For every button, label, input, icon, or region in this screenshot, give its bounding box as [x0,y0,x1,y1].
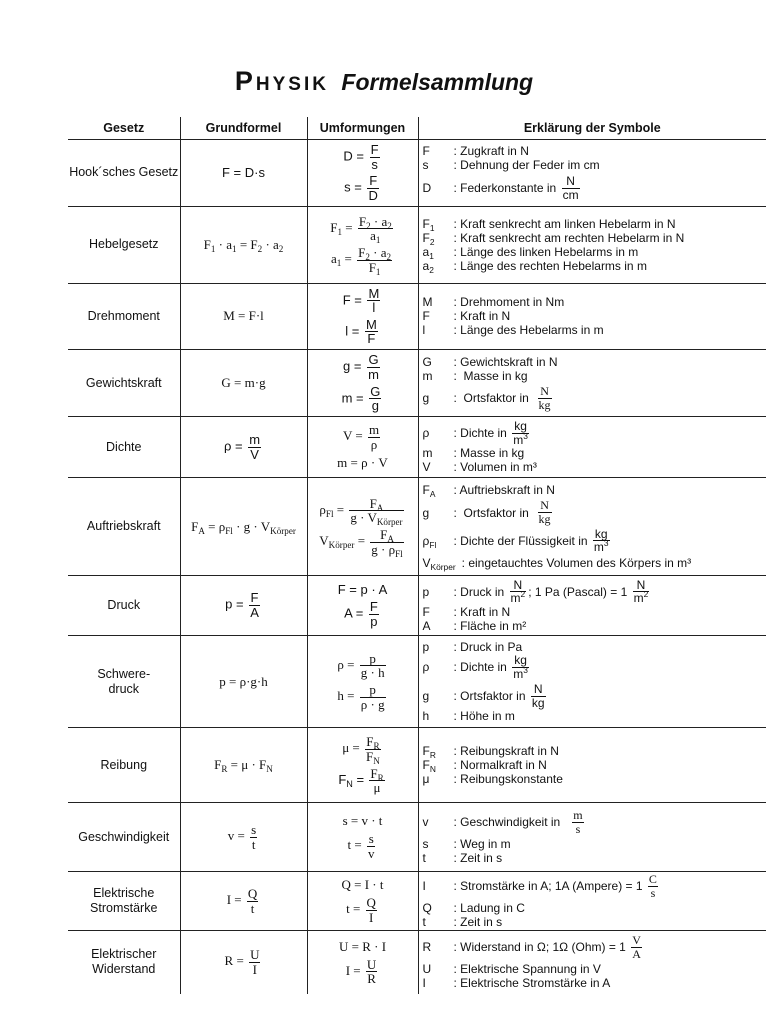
base-formula: p = $\frac{F}{A}$ [180,576,307,636]
symbol-explanations [418,636,766,728]
transformations: $\rho_{Fl}$ = $\frac{F_A}{g \cdot V_{Körper}}$ $V_{Körper}$ = $\frac{F_A}{g \cdot \rho_{Fl}}$ [307,478,418,576]
law-name: Drehmoment [68,283,180,350]
symbol-explanations [418,728,766,803]
symbol-explanations [418,576,766,636]
transformations: $F_1$ = $\frac{F_2 \cdot a_2}{a_1}$ $a_1$ = $\frac{F_2 \cdot a_2}{F_1}$ [307,206,418,283]
symbol-row: $a_2$ : Länge des rechten Hebelarms in m [422,258,647,275]
law-name: Druck [68,576,180,636]
symbol-row: m : Masse in kg [422,369,528,384]
document-title [0,64,768,103]
transformations: μ = $\frac{F_R}{F_N}$ $F_N$ = $\frac{F_R}{\mu}$ [307,728,418,803]
symbol-row: μ : Reibungskonstante [422,772,563,787]
symbol-row: Q : Ladung in C [422,901,525,916]
symbol-row: R : Widerstand in Ω; 1Ω (Ohm) = 1 $\frac{V}{A}$ [422,933,641,961]
symbol-row: $a_1$ : Länge des linken Hebelarms in m [422,244,639,261]
symbol-row: h : Höhe in m [422,709,515,724]
symbol-row: I : Elektrische Stromstärke in A [422,976,611,991]
symbol-row: V : Volumen in m³ [422,460,537,475]
transformations: s = v · t t = $\frac{s}{v}$ [307,803,418,872]
transformations: U = R · I I = $\frac{U}{R}$ [307,931,418,994]
table-header-row [68,117,766,140]
table-row [68,728,766,803]
symbol-explanations [418,872,766,931]
base-formula: I = $\frac{Q}{t}$ [180,872,307,931]
law-name: Auftriebskraft [68,478,180,576]
table-row [68,417,766,478]
table-row [68,576,766,636]
law-name: Gewichtskraft [68,350,180,417]
symbol-row: $V_{Körper}$ : eingetauchtes Volumen des Körpers in m³ [422,555,692,572]
base-formula: R = $\frac{U}{I}$ [180,931,307,994]
base-formula: G = m·g [180,350,307,417]
law-name: Reibung [68,728,180,803]
base-formula: $F_R = \mu \cdot F_N$ [180,728,307,803]
base-formula: p = ρ·g·h [180,636,307,728]
symbol-row: s : Weg in m [422,837,511,852]
law-name: Hebelgesetz [68,206,180,283]
symbol-row: ρ : Dichte in $\frac{kg}{m^3}$ [422,419,528,447]
title-sub: Formelsammlung [341,69,534,95]
symbol-row: G : Gewichtskraft in N [422,355,558,370]
symbol-row: $F_2$ : Kraft senkrecht am rechten Hebelarm in N [422,230,685,247]
table-row [68,206,766,283]
law-name: Dichte [68,417,180,478]
symbol-explanations [418,140,766,207]
symbol-row: g : Ortsfaktor in $\frac{N}{kg}$ [422,682,545,710]
symbol-row: m : Masse in kg [422,446,525,461]
symbol-row: $F_N$ : Normalkraft in N [422,758,547,775]
symbol-row: $F_A$ : Auftriebskraft in N [422,483,555,500]
table-row [68,803,766,872]
symbol-explanations [418,417,766,478]
symbol-row: t : Zeit in s [422,851,503,866]
transformations: ρ = $\frac{p}{g \cdot h}$ h = $\frac{p}{\rho \cdot g}$ [307,636,418,728]
law-name: Elektrische Stromstärke [68,872,180,931]
header-symbol-explanation: Erklärung der Symbole [418,117,766,140]
base-formula: $F_1 \cdot a_1 = F_2 \cdot a_2$ [180,206,307,283]
header-base-formula: Grundformel [180,117,307,140]
law-name: Hook´sches Gesetz [69,165,179,180]
symbol-explanations [418,803,766,872]
base-formula: v = $\frac{s}{t}$ [180,803,307,872]
symbol-row: ρ : Dichte in $\frac{kg}{m^3}$ [422,652,528,681]
law-name: Schwere- druck [68,636,180,728]
transformations: F = $\frac{M}{l}$ l = $\frac{M}{F}$ [307,283,418,350]
symbol-explanations [418,206,766,283]
base-formula: ρ = $\frac{m}{V}$ [180,417,307,478]
symbol-row: p : Druck in $\frac{N}{m^2}$ ; 1 Pa (Pascal) = 1 $\frac{N}{m^2}$ [422,577,649,606]
table-row [68,478,766,576]
base-formula: F = D·s [180,140,307,207]
table-row [68,350,766,417]
symbol-row: M : Drehmoment in Nm [422,295,565,310]
symbol-row: t : Zeit in s [422,915,503,930]
table-row [68,872,766,931]
symbol-row: F : Kraft in N [422,604,511,619]
symbol-row: F : Zugkraft in N [422,144,529,159]
table-row [68,636,766,728]
symbol-explanations [418,931,766,994]
symbol-row: A : Fläche in m² [422,618,527,633]
table-row [68,283,766,350]
symbol-row: $F_1$ : Kraft senkrecht am linken Hebelarm in N [422,216,676,233]
symbol-explanations [418,478,766,576]
law-name: Elektrischer Widerstand [68,931,180,994]
symbol-row: U : Elektrische Spannung in V [422,962,601,977]
formula-table [68,117,766,994]
symbol-explanations [418,350,766,417]
title-main: Physik [234,66,329,96]
transformations: F = p · A A = $\frac{F}{p}$ [307,576,418,636]
base-formula: $F_A = \rho_{Fl} \cdot g \cdot V_{Körper}$ [180,478,307,576]
symbol-row: $F_R$ : Reibungskraft in N [422,744,559,761]
symbol-row: l : Länge des Hebelarms in m [422,323,604,338]
header-law: Gesetz [68,117,180,140]
transformations: g = $\frac{G}{m}$ m = $\frac{G}{g}$ [307,350,418,417]
base-formula: M = F·l [180,283,307,350]
symbol-row: F : Kraft in N [422,309,511,324]
law-name: Geschwindigkeit [68,803,180,872]
header-transformations: Umformungen [307,117,418,140]
symbol-row: p : Druck in Pa [422,639,523,654]
symbol-row: g : Ortsfaktor in $\frac{N}{kg}$ [422,498,551,527]
symbol-row: g : Ortsfaktor in $\frac{N}{kg}$ [422,384,551,412]
symbol-row: $\rho_{Fl}$ : Dichte der Flüssigkeit in $\frac{kg}{m^3}$ [422,526,609,555]
symbol-row: s : Dehnung der Feder im cm [422,158,600,173]
symbol-row: v : Geschwindigkeit in $\frac{m}{s}$ [422,808,583,836]
transformations: Q = I · t t = $\frac{Q}{I}$ [307,872,418,931]
table-row [68,931,766,994]
transformations: D = $\frac{F}{s}$ s = $\frac{F}{D}$ [307,140,418,207]
symbol-row: D : Federkonstante in $\frac{N}{cm}$ [422,174,579,202]
transformations: V = $\frac{m}{\rho}$ m = ρ · V [307,417,418,478]
symbol-explanations [418,283,766,350]
symbol-row: I : Stromstärke in A; 1A (Ampere) = 1 $\frac{C}{s}$ [422,872,657,900]
table-row [68,140,766,207]
